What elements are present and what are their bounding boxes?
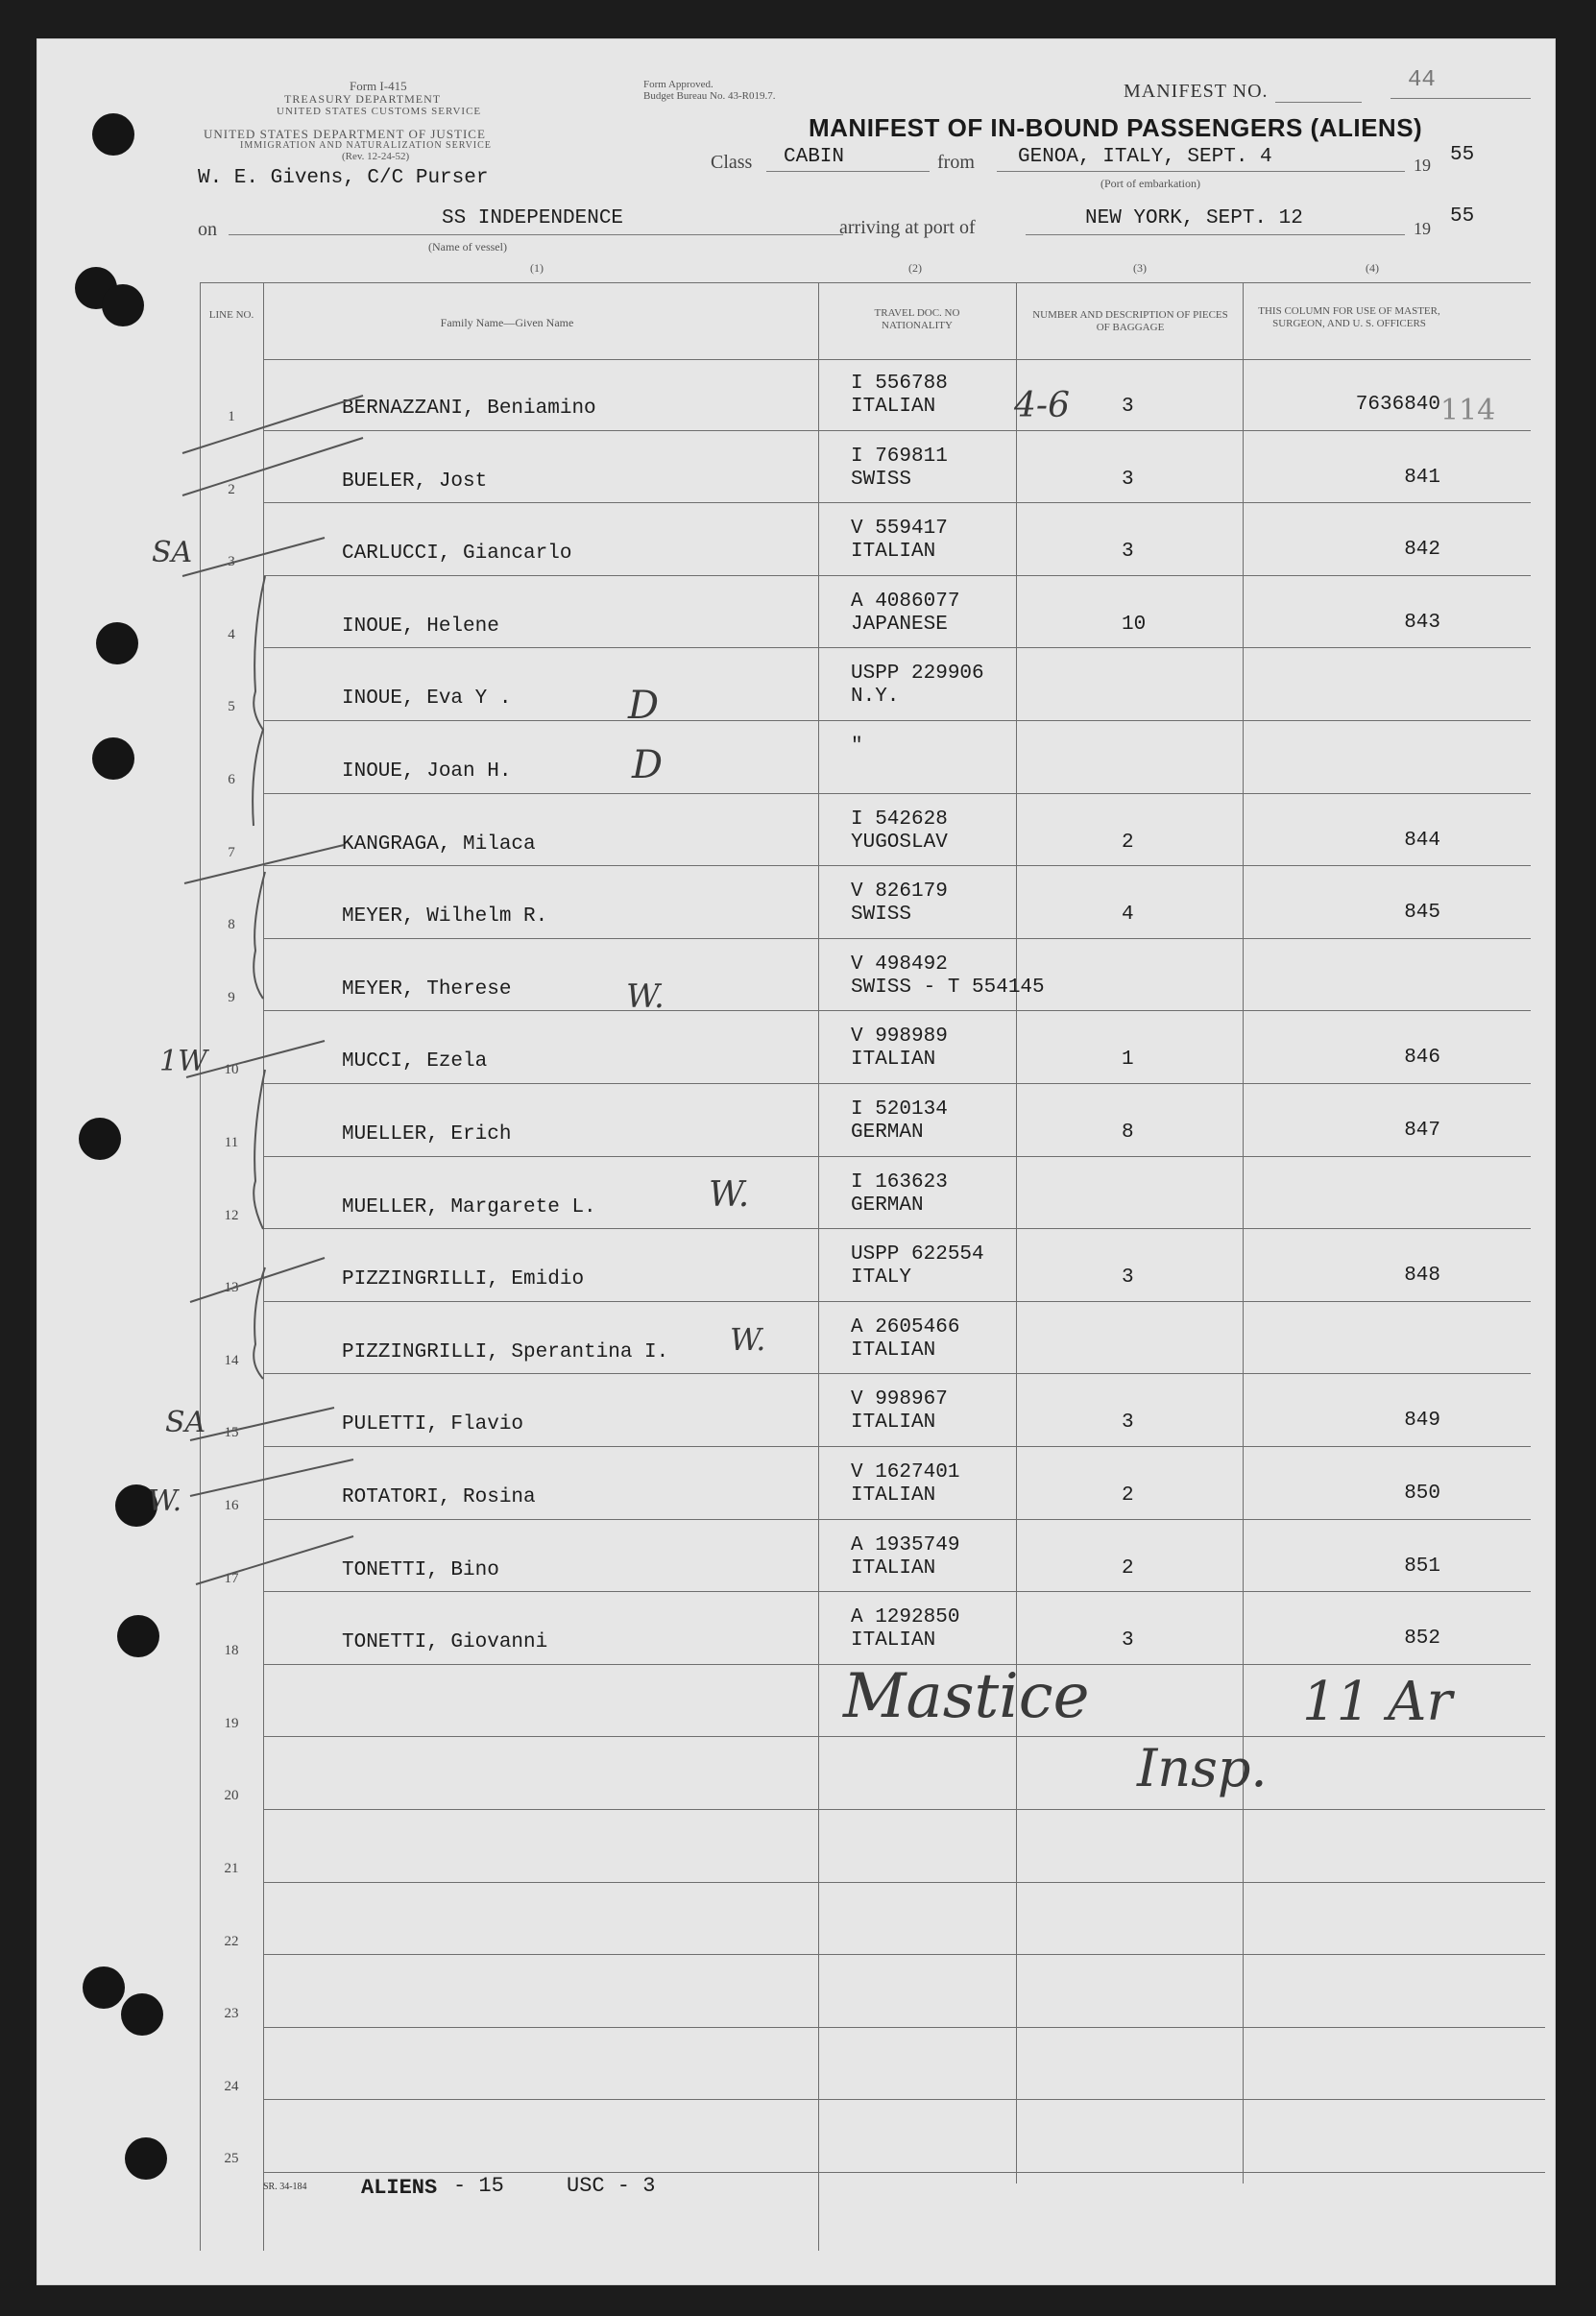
arriving-label: arriving at port of bbox=[839, 217, 976, 238]
class-label: Class bbox=[711, 152, 753, 173]
officer-use-number: 844 bbox=[1404, 829, 1440, 852]
vessel-label: (Name of vessel) bbox=[428, 240, 507, 253]
travel-doc-number: V 498492 bbox=[851, 953, 948, 976]
col-1-number: (1) bbox=[530, 261, 544, 275]
nationality: YUGOSLAV bbox=[851, 831, 948, 854]
customs-service: UNITED STATES CUSTOMS SERVICE bbox=[277, 106, 482, 117]
passenger-name: PULETTI, Flavio bbox=[342, 1413, 524, 1436]
manifest-no-label: MANIFEST NO. bbox=[1124, 81, 1269, 102]
line-number: 6 bbox=[228, 772, 235, 787]
line-number: 1 bbox=[228, 409, 235, 424]
col-4-number: (4) bbox=[1366, 261, 1379, 275]
col-header-line: LINE NO. bbox=[208, 309, 254, 321]
passenger-name: MEYER, Therese bbox=[342, 977, 512, 1001]
officer-use-number: 845 bbox=[1404, 902, 1440, 925]
line-number: 24 bbox=[224, 2078, 239, 2094]
travel-doc-number: I 520134 bbox=[851, 1098, 948, 1121]
line-number: 25 bbox=[224, 2151, 239, 2167]
handwritten-d-row6: D bbox=[632, 743, 664, 787]
passenger-name: MUCCI, Ezela bbox=[342, 1050, 488, 1074]
baggage-count: 2 bbox=[1122, 1484, 1134, 1507]
port-embarkation-label: (Port of embarkation) bbox=[1100, 177, 1200, 190]
margin-marks bbox=[36, 38, 1556, 2285]
line-number: 15 bbox=[224, 1425, 239, 1441]
form-number: Form I-415 bbox=[350, 79, 407, 93]
travel-doc-number: I 556788 bbox=[851, 373, 948, 395]
footer-aliens: ALIENS bbox=[361, 2176, 438, 2200]
travel-doc-number: A 1292850 bbox=[851, 1606, 960, 1629]
baggage-count: 2 bbox=[1122, 831, 1134, 854]
col-header-travel-doc: TRAVEL DOC. NO NATIONALITY bbox=[874, 307, 960, 331]
officer-use-number: 848 bbox=[1404, 1265, 1440, 1288]
travel-doc-number: V 559417 bbox=[851, 518, 948, 541]
line-number: 16 bbox=[224, 1498, 239, 1513]
arrival-port: NEW YORK, SEPT. 12 bbox=[1085, 207, 1303, 229]
travel-doc-number: A 4086077 bbox=[851, 590, 960, 613]
passenger-name: INOUE, Eva Y . bbox=[342, 688, 512, 711]
line-number: 3 bbox=[228, 554, 235, 570]
travel-doc-number: V 998989 bbox=[851, 1025, 948, 1049]
travel-doc-number: V 1627401 bbox=[851, 1461, 960, 1484]
purser: W. E. Givens, C/C Purser bbox=[198, 167, 489, 189]
travel-doc-number: USPP 622554 bbox=[851, 1243, 984, 1267]
handwritten-signature: Mastice bbox=[843, 1661, 1090, 1732]
year-1: 55 bbox=[1450, 144, 1475, 166]
baggage-count: 4 bbox=[1122, 904, 1134, 927]
passenger-name: CARLUCCI, Giancarlo bbox=[342, 543, 572, 566]
travel-doc-number: I 769811 bbox=[851, 445, 948, 468]
handwritten-w-row9: W. bbox=[626, 977, 665, 1016]
travel-doc-number: I 542628 bbox=[851, 808, 948, 831]
baggage-count: 3 bbox=[1122, 468, 1134, 491]
col-header-officers: THIS COLUMN FOR USE OF MASTER, SURGEON, AND U. S. OFFICERS bbox=[1258, 305, 1440, 329]
nationality: JAPANESE bbox=[851, 613, 948, 636]
nationality: ITALIAN bbox=[851, 1556, 936, 1580]
officer-use-number: 851 bbox=[1404, 1555, 1440, 1578]
col-2-number: (2) bbox=[908, 261, 922, 275]
line-number: 20 bbox=[224, 1788, 239, 1804]
justice-dept: UNITED STATES DEPARTMENT OF JUSTICE bbox=[204, 127, 486, 141]
nationality: ITALIAN bbox=[851, 1049, 936, 1072]
passenger-name: PIZZINGRILLI, Sperantina I. bbox=[342, 1340, 669, 1363]
officer-use-number: 847 bbox=[1404, 1120, 1440, 1142]
officer-use-number: 852 bbox=[1404, 1628, 1440, 1651]
manifest-no: 44 bbox=[1408, 67, 1436, 93]
year-prefix-2: 19 bbox=[1414, 219, 1431, 238]
baggage-count: 3 bbox=[1122, 396, 1134, 418]
passenger-name: TONETTI, Bino bbox=[342, 1558, 499, 1581]
handwritten-row1-use: 114 bbox=[1440, 394, 1496, 427]
handwritten-w-row16: W. bbox=[148, 1484, 182, 1518]
line-number: 23 bbox=[224, 2006, 239, 2022]
travel-doc-number: " bbox=[851, 736, 863, 758]
manifest-page bbox=[36, 38, 1556, 2285]
line-number: 4 bbox=[228, 626, 235, 642]
officer-use-number: 843 bbox=[1404, 611, 1440, 634]
handwritten-initials: 11 Ar bbox=[1302, 1671, 1453, 1733]
nationality: ITALIAN bbox=[851, 1411, 936, 1435]
line-number: 8 bbox=[228, 917, 235, 933]
line-number: 22 bbox=[224, 1933, 239, 1949]
officer-use-number: 842 bbox=[1404, 539, 1440, 562]
nationality: GERMAN bbox=[851, 1194, 924, 1217]
line-number: 2 bbox=[228, 481, 235, 497]
line-number: 18 bbox=[224, 1643, 239, 1659]
passenger-name: INOUE, Joan H. bbox=[342, 760, 512, 783]
passenger-name: TONETTI, Giovanni bbox=[342, 1631, 548, 1654]
passenger-name: MUELLER, Margarete L. bbox=[342, 1195, 596, 1218]
baggage-count: 2 bbox=[1122, 1556, 1134, 1580]
officer-use-number: 7636840 bbox=[1355, 394, 1440, 416]
footer-code: SR. 34-184 bbox=[263, 2182, 307, 2192]
from-label: from bbox=[937, 152, 975, 173]
baggage-count: 3 bbox=[1122, 1629, 1134, 1653]
travel-doc-number: USPP 229906 bbox=[851, 663, 984, 686]
line-number: 13 bbox=[224, 1280, 239, 1296]
passenger-name: INOUE, Helene bbox=[342, 615, 499, 638]
year-2: 55 bbox=[1450, 205, 1475, 228]
nationality: ITALY bbox=[851, 1267, 912, 1290]
line-number: 5 bbox=[228, 699, 235, 715]
ins-service: IMMIGRATION AND NATURALIZATION SERVICE bbox=[240, 140, 492, 151]
year-prefix-1: 19 bbox=[1414, 156, 1431, 175]
col-header-name: Family Name—Given Name bbox=[440, 316, 574, 329]
on-label: on bbox=[198, 219, 217, 240]
treasury-dept: TREASURY DEPARTMENT bbox=[284, 92, 442, 106]
passenger-name: ROTATORI, Rosina bbox=[342, 1486, 536, 1508]
nationality: SWISS bbox=[851, 904, 912, 927]
baggage-count: 3 bbox=[1122, 1411, 1134, 1435]
handwritten-sa-row15: SA bbox=[165, 1406, 206, 1439]
class-value: CABIN bbox=[784, 146, 845, 168]
line-number: 21 bbox=[224, 1861, 239, 1876]
nationality: GERMAN bbox=[851, 1122, 924, 1144]
handwritten-row1-baggage: 4-6 bbox=[1014, 386, 1070, 425]
line-number: 17 bbox=[224, 1570, 239, 1586]
baggage-count: 1 bbox=[1122, 1049, 1134, 1072]
passenger-name: MUELLER, Erich bbox=[342, 1123, 512, 1146]
baggage-count: 8 bbox=[1122, 1122, 1134, 1144]
line-number: 9 bbox=[228, 989, 235, 1005]
line-number: 11 bbox=[224, 1135, 239, 1150]
footer-usc: USC - 3 bbox=[567, 2174, 656, 2198]
travel-doc-number: V 826179 bbox=[851, 881, 948, 904]
nationality: ITALIAN bbox=[851, 1629, 936, 1653]
travel-doc-number: V 998967 bbox=[851, 1388, 948, 1411]
nationality: ITALIAN bbox=[851, 541, 936, 564]
officer-use-number: 849 bbox=[1404, 1410, 1440, 1433]
col-header-baggage: NUMBER AND DESCRIPTION OF PIECES OF BAGGAGE bbox=[1032, 309, 1228, 333]
passenger-name: BUELER, Jost bbox=[342, 470, 488, 493]
from-value: GENOA, ITALY, SEPT. 4 bbox=[1018, 146, 1272, 168]
officer-use-number: 846 bbox=[1404, 1047, 1440, 1070]
handwritten-w-row12: W. bbox=[709, 1175, 750, 1215]
line-number: 14 bbox=[224, 1352, 239, 1368]
handwritten-insp: Insp. bbox=[1137, 1738, 1268, 1798]
baggage-count: 3 bbox=[1122, 541, 1134, 564]
baggage-count: 10 bbox=[1122, 613, 1147, 636]
passenger-name: KANGRAGA, Milaca bbox=[342, 832, 536, 856]
handwritten-d-row5: D bbox=[628, 684, 660, 728]
travel-doc-number: I 163623 bbox=[851, 1170, 948, 1194]
nationality: SWISS bbox=[851, 468, 912, 491]
budget-bureau: Budget Bureau No. 43-R019.7. bbox=[643, 90, 776, 102]
handwritten-w-row10: 1W bbox=[159, 1045, 207, 1078]
form-approved: Form Approved. bbox=[643, 79, 713, 90]
passenger-name: PIZZINGRILLI, Emidio bbox=[342, 1268, 585, 1291]
footer-aliens-count: - 15 bbox=[453, 2174, 504, 2198]
nationality: ITALIAN bbox=[851, 396, 936, 418]
page-title: MANIFEST OF IN-BOUND PASSENGERS (ALIENS) bbox=[809, 113, 1423, 142]
travel-doc-number: A 1935749 bbox=[851, 1533, 960, 1556]
vessel-name: SS INDEPENDENCE bbox=[442, 207, 624, 229]
travel-doc-number: A 2605466 bbox=[851, 1315, 960, 1339]
passenger-name: MEYER, Wilhelm R. bbox=[342, 905, 548, 929]
line-number: 12 bbox=[224, 1207, 239, 1223]
line-number: 10 bbox=[224, 1062, 239, 1078]
baggage-count: 3 bbox=[1122, 1267, 1134, 1290]
nationality: ITALIAN bbox=[851, 1339, 936, 1362]
revision: (Rev. 12-24-52) bbox=[342, 151, 410, 162]
line-number: 19 bbox=[224, 1715, 239, 1731]
col-3-number: (3) bbox=[1133, 261, 1147, 275]
nationality: ITALIAN bbox=[851, 1484, 936, 1507]
handwritten-sa-row3: SA bbox=[152, 536, 193, 569]
nationality: N.Y. bbox=[851, 686, 900, 709]
passenger-name: BERNAZZANI, Beniamino bbox=[342, 398, 596, 420]
line-number: 7 bbox=[228, 844, 235, 860]
nationality: SWISS - T 554145 bbox=[851, 976, 1045, 999]
handwritten-w-row14: W. bbox=[730, 1321, 766, 1358]
officer-use-number: 850 bbox=[1404, 1483, 1440, 1505]
officer-use-number: 841 bbox=[1404, 466, 1440, 489]
